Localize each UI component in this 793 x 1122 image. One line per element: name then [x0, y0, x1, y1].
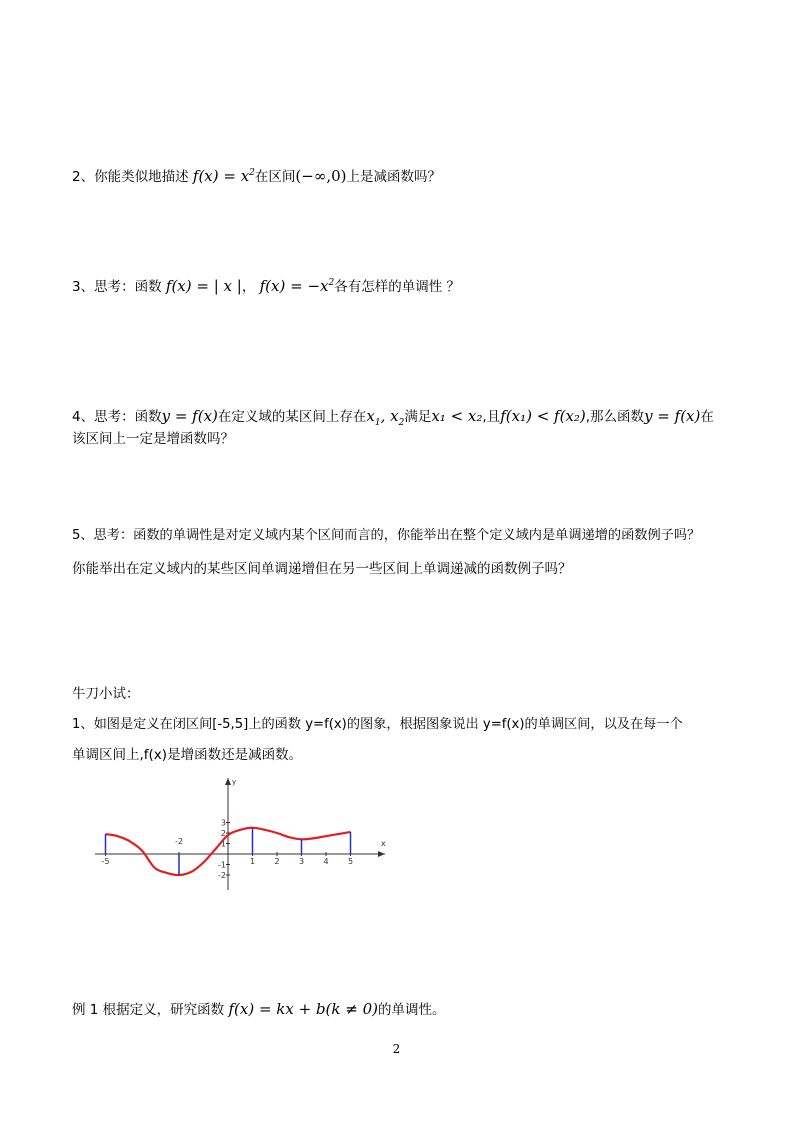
y-tick-label: 2: [220, 829, 226, 838]
math-interval: (−∞,0): [295, 167, 347, 185]
math-formula: f(x) = | x |: [165, 277, 242, 295]
x-tick-label: 3: [298, 857, 305, 866]
question-2: 2、你能类似地描述 $f(x) = x^2$在区间(−∞,0)上是减函数吗？: [72, 167, 441, 185]
y-axis-arrow: [225, 778, 231, 785]
math-formula: $f(x) = x^2$: [192, 167, 255, 185]
y-tick-label: -1: [218, 860, 226, 870]
x-tick-label: 2: [274, 857, 280, 866]
page-number: 2: [392, 1042, 401, 1056]
question-3: 3、思考：函数 f(x) = | x |， $f(x) = -x^2$各有怎样的单调性 ？: [72, 277, 461, 295]
example-1: 例 1 根据定义，研究函数 f(x) = kx + b(k ≠ 0)的单调性。: [72, 1000, 446, 1018]
y-tick-label: 3: [220, 818, 226, 828]
math-formula: x₁ < x₂: [431, 407, 483, 425]
x-tick-label: 5: [347, 857, 354, 866]
x-tick-label: -2: [175, 837, 183, 846]
math-formula: f(x) = kx + b(k ≠ 0): [228, 1000, 378, 1018]
x-tick-label: 1: [249, 857, 256, 866]
math-formula: y = f(x): [644, 407, 701, 425]
section-title: 牛刀小试：: [72, 686, 140, 702]
math-formula: $f(x) = -x^2$: [259, 277, 335, 295]
question-4-line-1: 4、思考：函数y = f(x)在定义域的某区间上存在$x_1$, $x_2$满足x₁ < x₂,且f(x₁) < f(x₂),那么函数y = f(x)在: [72, 407, 714, 428]
x-tick-label: 4: [323, 857, 329, 866]
question-4-line-2: 该区间上一定是增函数吗？: [72, 431, 234, 447]
question-5-line-2: 你能举出在定义域内的某些区间单调递增但在另一些区间上单调递减的函数例子吗？: [72, 561, 572, 577]
math-var: $x_1$, $x_2$: [366, 407, 405, 428]
x-axis-label: x: [381, 839, 386, 848]
x-axis-arrow: [378, 851, 385, 857]
y-axis-label: y: [232, 778, 237, 786]
exercise-1-line-1: 1、如图是定义在闭区间[-5,5]上的函数 y=f(x)的图象，根据图象说出 y=f(x)的单调区间，以及在每一个: [72, 717, 683, 732]
y-tick-label: 1: [220, 839, 226, 849]
math-formula: f(x₁) < f(x₂): [500, 407, 586, 425]
x-tick-label: -5: [101, 857, 110, 866]
math-formula: y = f(x): [161, 407, 218, 425]
y-tick-label: -2: [218, 871, 226, 880]
question-5-line-1: 5、思考：函数的单调性是对定义域内某个区间而言的，你能举出在整个定义域内是单调递增的函数例子吗？: [72, 528, 701, 543]
function-graph: [90, 774, 390, 894]
exercise-1-line-2: 单调区间上,f(x)是增函数还是减函数。: [72, 747, 303, 763]
